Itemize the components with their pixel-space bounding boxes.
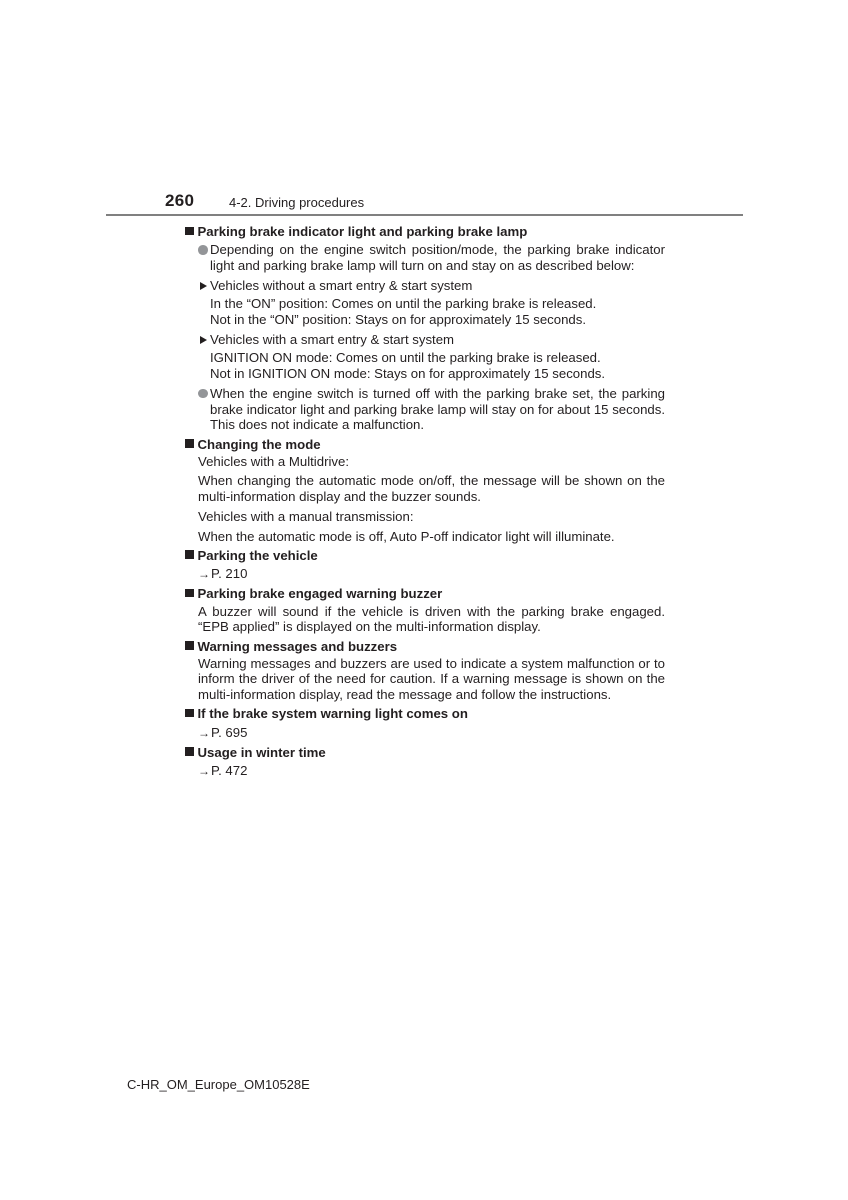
- square-bullet-icon: [185, 641, 194, 650]
- section-heading-text: Parking brake indicator light and parking brake lamp: [197, 224, 528, 239]
- triangle-right-icon: [200, 336, 207, 344]
- arrow-right-icon: →: [198, 764, 210, 779]
- section-heading: [185, 706, 665, 722]
- footer-doc-id: C-HR_OM_Europe_OM10528E: [127, 1077, 310, 1092]
- square-bullet-icon: [185, 709, 194, 718]
- body-paragraph: Vehicles with a manual transmission:: [198, 508, 414, 524]
- sub-heading: [198, 278, 665, 294]
- body-paragraph: Vehicles with a Multidrive:: [198, 453, 349, 469]
- section-heading: [185, 745, 665, 761]
- bullet-paragraph: When the engine switch is turned off with the parking brake set, the parking brake indicator light and parking brake lamp will stay on for about 15 seconds. This does not indicate a malfunction.: [198, 386, 665, 433]
- square-bullet-icon: [185, 227, 194, 236]
- sub-heading-text: Vehicles without a smart entry & start system: [210, 277, 473, 293]
- section-heading: [185, 548, 665, 564]
- section-heading: [185, 437, 665, 453]
- triangle-right-icon: [200, 282, 207, 290]
- arrow-right-icon: →: [198, 725, 210, 740]
- page-reference-text: P. 210: [211, 566, 248, 582]
- sub-line: Not in IGNITION ON mode: Stays on for approximately 15 seconds.: [210, 366, 606, 382]
- page-content: [185, 224, 665, 780]
- page-reference: [198, 566, 665, 583]
- page-header: [106, 190, 743, 218]
- square-bullet-icon: [185, 439, 194, 448]
- body-paragraph: When the automatic mode is off, Auto P-off indicator light will illuminate.: [198, 528, 615, 544]
- section-title: 4-2. Driving procedures: [229, 195, 365, 210]
- body-paragraph: A buzzer will sound if the vehicle is driven with the parking brake engaged. “EPB applied” is displayed on the multi-information display.: [198, 603, 665, 635]
- section-heading-text: Usage in winter time: [197, 744, 326, 760]
- section-heading: [185, 586, 665, 602]
- bullet-paragraph: Depending on the engine switch position/mode, the parking brake indicator light and parking brake lamp will turn on and stay on as described below:: [198, 242, 665, 273]
- arrow-right-icon: →: [198, 567, 210, 582]
- section-heading-text: If the brake system warning light comes on: [197, 706, 468, 722]
- page-reference-text: P. 472: [211, 763, 248, 779]
- sub-line: IGNITION ON mode: Comes on until the parking brake is released.: [210, 350, 601, 366]
- section-heading: [185, 224, 665, 240]
- body-paragraph: When changing the automatic mode on/off, the message will be shown on the multi-information display and the buzzer sounds.: [198, 473, 665, 505]
- page-reference: [198, 725, 665, 742]
- header-divider: [106, 214, 743, 216]
- sub-line: Not in the “ON” position: Stays on for approximately 15 seconds.: [210, 312, 587, 328]
- section-heading-text: Parking the vehicle: [197, 547, 318, 563]
- page-reference: [198, 763, 665, 780]
- page-reference-text: P. 695: [211, 724, 248, 740]
- sub-heading: [198, 332, 665, 348]
- sub-heading-text: Vehicles with a smart entry & start system: [210, 331, 455, 347]
- section-heading-text: Changing the mode: [197, 436, 321, 452]
- page-number: 260: [165, 191, 195, 210]
- square-bullet-icon: [185, 747, 194, 756]
- section-heading-text: Warning messages and buzzers: [197, 638, 398, 654]
- sub-line: In the “ON” position: Comes on until the parking brake is released.: [210, 296, 597, 312]
- square-bullet-icon: [185, 589, 194, 598]
- body-paragraph: Warning messages and buzzers are used to indicate a system malfunction or to inform the driver of the need for caution. If a warning message is shown on the multi-information display, read the message and follow the instructions.: [198, 655, 665, 703]
- section-heading-text: Parking brake engaged warning buzzer: [197, 586, 443, 602]
- section-heading: [185, 639, 665, 655]
- square-bullet-icon: [185, 550, 194, 559]
